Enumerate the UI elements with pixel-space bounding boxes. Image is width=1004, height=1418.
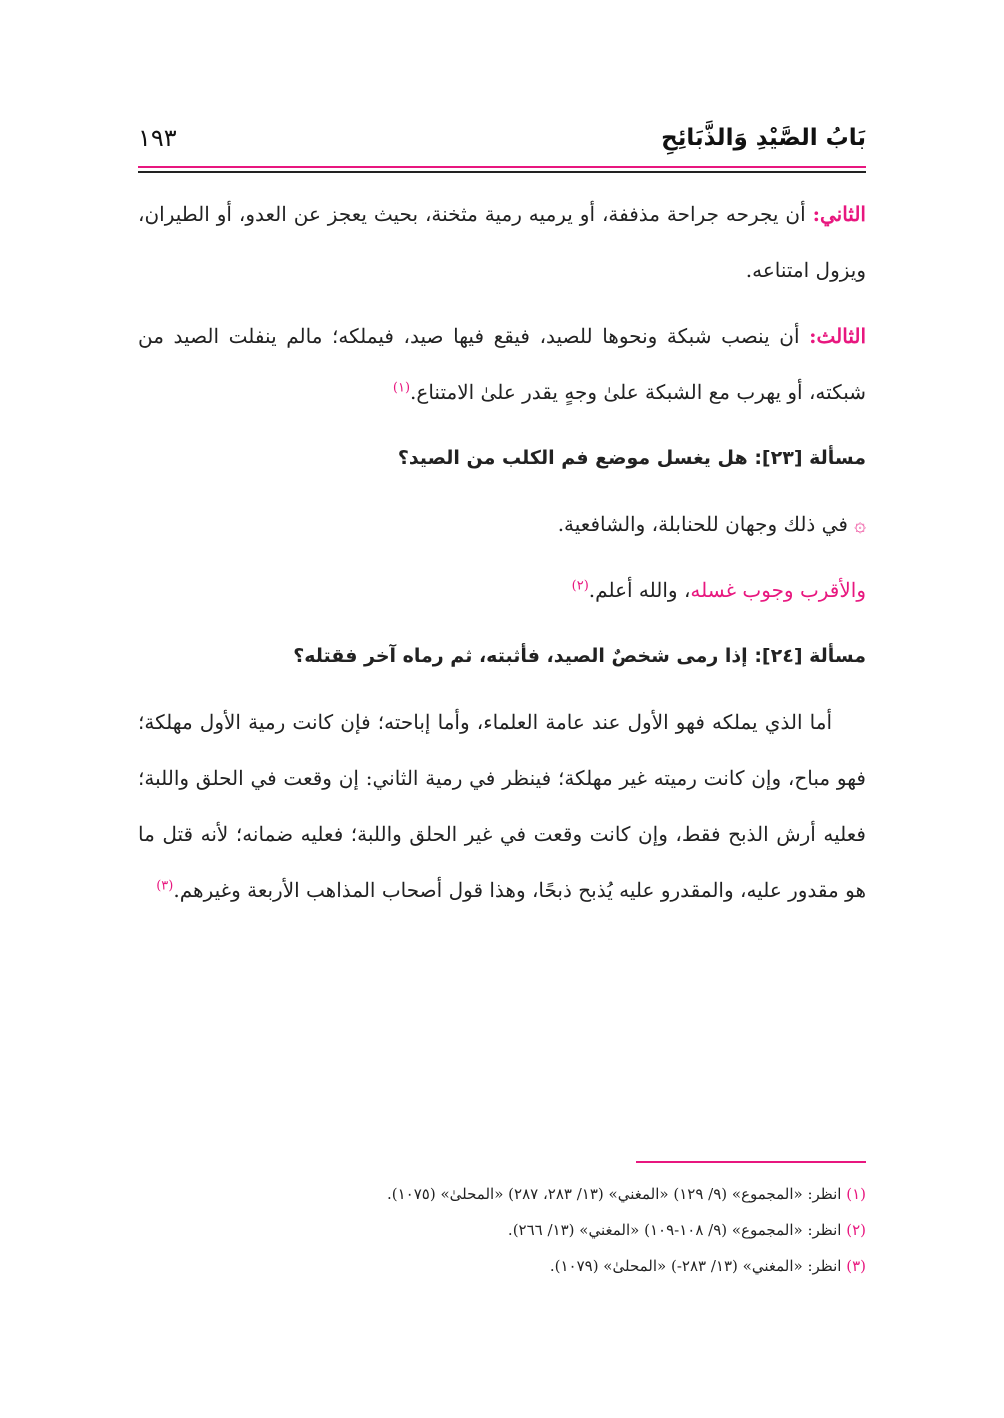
body-text (138, 186, 866, 918)
footnote-text: انظر: «المجموع» (٩/ ١٢٩) «المغني» (١٣/ ٢٨٣، ٢٨٧) «المحلىٰ» (١٠٧٥). (387, 1185, 847, 1203)
footnote-number: (٣) (846, 1257, 866, 1275)
footnote-number: (٢) (846, 1221, 866, 1239)
footnote-item (138, 1212, 866, 1248)
preference-23 (138, 562, 866, 618)
running-header (138, 118, 866, 158)
footnote-ref[interactable]: (١) (392, 380, 411, 396)
paragraph-text: أن يجرحه جراحة مذففة، أو يرميه رمية مثخنة، بحيث يعجز عن العدو، أو الطيران، ويزول امتناعه. (138, 202, 866, 282)
answer-text: في ذلك وجهان للحنابلة، والشافعية. (557, 512, 855, 536)
question-label: مسألة [٢٣]: (754, 447, 866, 469)
answer-text: أما الذي يملكه فهو الأول عند عامة العلماء، وأما إباحته؛ فإن كانت رمية الأول مهلكة؛ فهو مباح، وإن كانت رميته غير مهلكة؛ فينظر في رمية الثاني: إن وقعت في الحلق واللبة؛ فعليه أرش الذبح فقط، وإن كانت وقعت في غير الحلق واللبة؛ فعليه ضمانه؛ لأنه قتل ما هو مقدور عليه، والمقدرو عليه يُذبح ذبحًا، وهذا قول أصحاب المذاهب الأربعة وغيرهم. (138, 710, 866, 902)
answer-24 (138, 694, 866, 918)
paragraph-second (138, 186, 866, 298)
paragraph-lead: الثالث: (809, 324, 867, 348)
header-rule (138, 171, 866, 173)
paragraph-third (138, 308, 866, 420)
header-rule-accent (138, 166, 866, 168)
footnote-ref[interactable]: (٢) (571, 578, 589, 594)
preferred-opinion: والأقرب وجوب غسله (690, 578, 866, 602)
answer-23 (138, 496, 866, 552)
footnote-text: انظر: «المغني» (١٣/ ٢٨٣-) «المحلىٰ» (١٠٧٩). (549, 1257, 847, 1275)
footnote-item (138, 1176, 866, 1212)
question-heading-23 (138, 430, 866, 486)
footnote-separator (636, 1161, 866, 1163)
footnote-text: انظر: «المجموع» (٩/ ١٠٨-١٠٩) «المغني» (١٣/ ٢٦٦). (507, 1221, 847, 1239)
question-title: هل يغسل موضع فم الكلب من الصيد؟ (397, 447, 755, 469)
page-number: ١٩٣ (138, 124, 177, 152)
paragraph-lead: الثاني: (812, 202, 866, 226)
footnote-item (138, 1248, 866, 1284)
flower-ornament-icon: ۞ (854, 512, 866, 536)
footnote-ref[interactable]: (٣) (156, 878, 174, 894)
question-label: مسألة [٢٤]: (754, 645, 866, 667)
footnotes (138, 1176, 866, 1284)
question-title: إذا رمى شخصٌ الصيد، فأثبته، ثم رماه آخر فقتله؟ (293, 645, 755, 667)
footnote-number: (١) (846, 1185, 866, 1203)
paragraph-text: أن ينصب شبكة ونحوها للصيد، فيقع فيها صيد، فيملكه؛ مالم ينفلت الصيد من شبكته، أو يهرب مع الشبكة علىٰ وجهٍ يقدر علىٰ الامتناع. (138, 324, 866, 404)
chapter-title: بَابُ الصَّيْدِ وَالذَّبَائِحِ (661, 125, 866, 151)
question-heading-24 (138, 628, 866, 684)
closing-text: ، والله أعلم. (588, 578, 691, 602)
